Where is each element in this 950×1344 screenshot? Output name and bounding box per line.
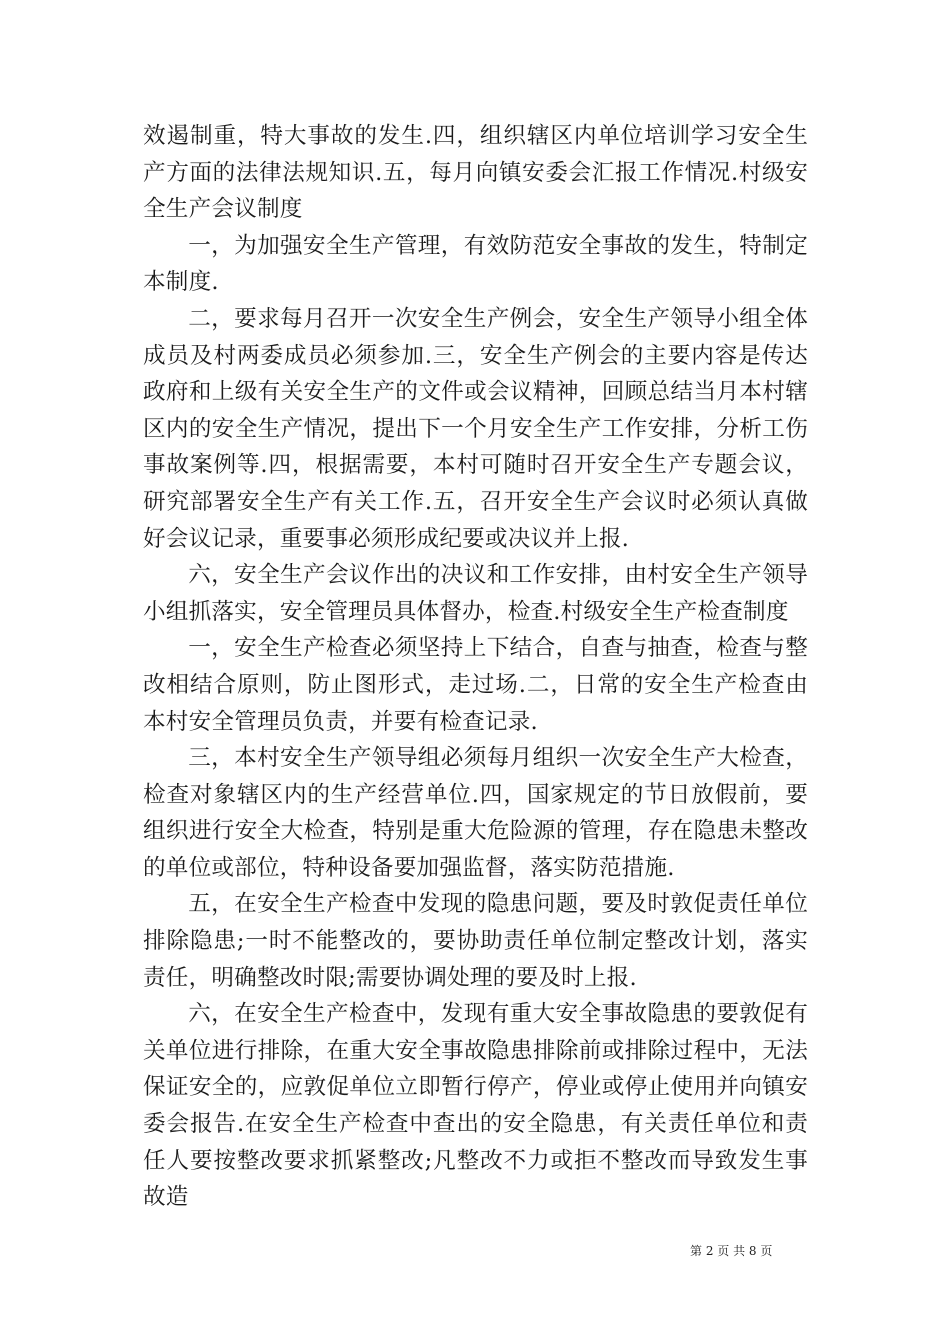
- page-number: 第 2 页 共 8 页: [690, 1244, 773, 1258]
- paragraph-4: 六，安全生产会议作出的决议和工作安排，由村安全生产领导小组抓落实，安全管理员具体督办，检查.村级安全生产检查制度: [143, 562, 808, 625]
- paragraph-3: 二，要求每月召开一次安全生产例会，安全生产领导小组全体成员及村两委成员必须参加.三，安全生产例会的主要内容是传达政府和上级有关安全生产的文件或会议精神，回顾总结当月本村辖区内的安全生产情况，提出下一个月安全生产工作安排，分析工伤事故案例等.四，根据需要，本村可随时召开安全生产专题会议，研究部署安全生产有关工作.五，召开安全生产会议时必须认真做好会议记录，重要事必须形成纪要或决议并上报.: [143, 305, 808, 552]
- paragraph-6: 三，本村安全生产领导组必须每月组织一次安全生产大检查，检查对象辖区内的生产经营单位.四，国家规定的节日放假前，要组织进行安全大检查，特别是重大危险源的管理，存在隐患未整改的单位或部位，特种设备要加强监督，落实防范措施.: [143, 745, 808, 881]
- paragraph-2: 一，为加强安全生产管理，有效防范安全事故的发生，特制定本制度.: [143, 232, 808, 296]
- paragraph-8: 六，在安全生产检查中，发现有重大安全事故隐患的要敦促有关单位进行排除，在重大安全事故隐患排除前或排除过程中，无法保证安全的，应敦促单位立即暂行停产，停业或停止使用并向镇安委会报告.在安全生产检查中查出的安全隐患，有关责任单位和责任人要按整改要求抓紧整改;凡整改不力或拒不整改而导致发生事故造: [143, 1001, 808, 1211]
- document-body: [143, 118, 808, 1216]
- paragraph-1: 效遏制重，特大事故的发生.四，组织辖区内单位培训学习安全生产方面的法律法规知识.五，每月向镇安委会汇报工作情况.村级安全生产会议制度: [143, 123, 808, 223]
- paragraph-5: 一，安全生产检查必须坚持上下结合，自查与抽查，检查与整改相结合原则，防止图形式，走过场.二，日常的安全生产检查由本村安全管理员负责，并要有检查记录.: [143, 635, 808, 735]
- paragraph-7: 五，在安全生产检查中发现的隐患问题，要及时敦促责任单位排除隐患;一时不能整改的，要协助责任单位制定整改计划，落实责任，明确整改时限;需要协调处理的要及时上报.: [143, 891, 808, 991]
